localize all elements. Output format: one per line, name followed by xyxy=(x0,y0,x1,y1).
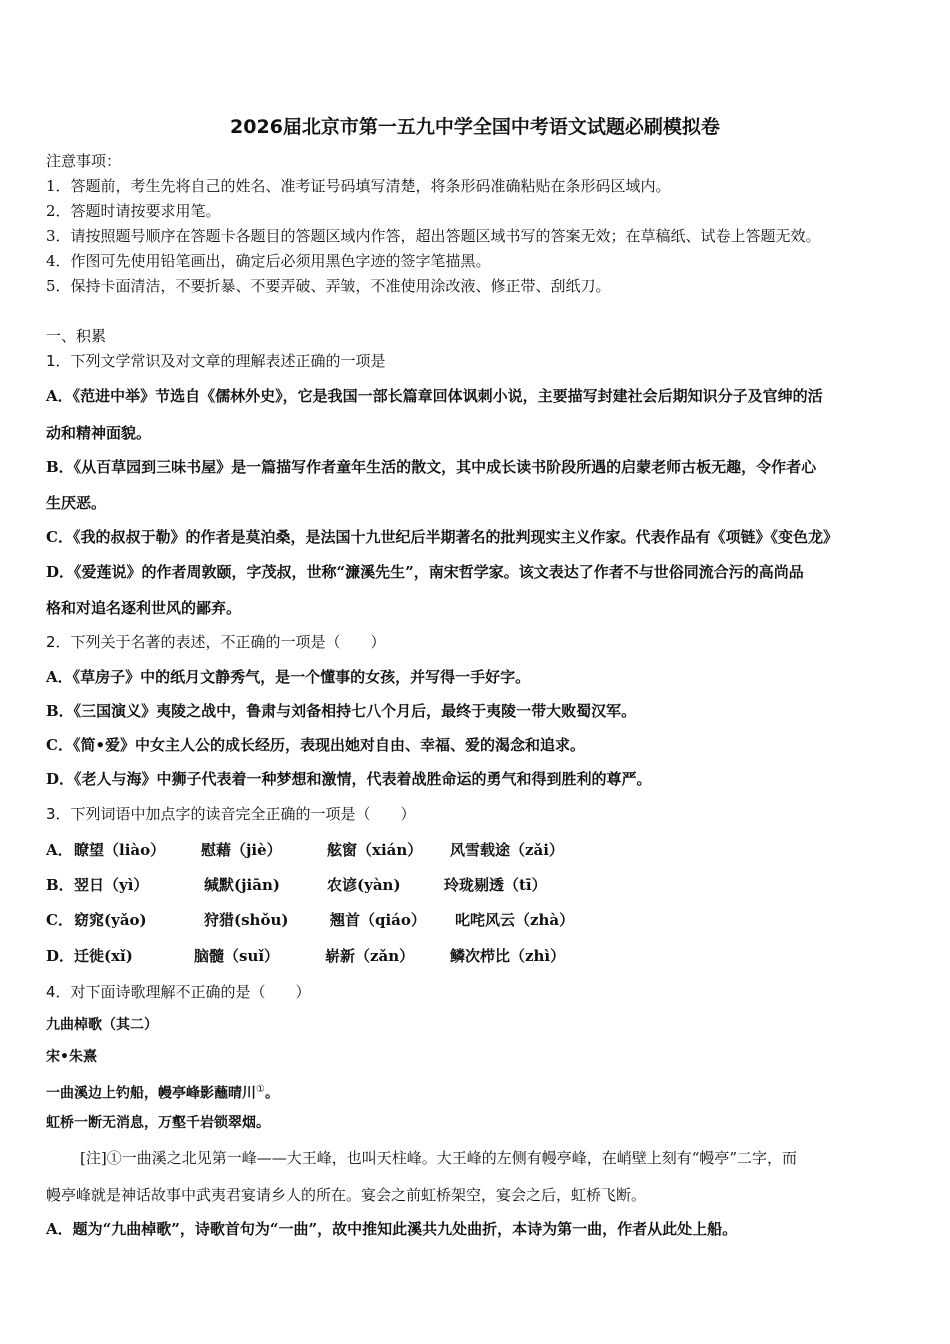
poem-line-1 xyxy=(46,1080,279,1104)
poem-note-line2: 幔亭峰就是神话故事中武夷君宴请乡人的所在。宴会之前虹桥架空，宴会之后，虹桥飞断。 xyxy=(46,1186,647,1204)
page-title: 2026届北京市第一五九中学全国中考语文试题必刷模拟卷 xyxy=(230,116,720,138)
poem-line-1-end: 。 xyxy=(264,1085,279,1102)
q3-word: 翘首（qiáo） xyxy=(330,911,426,929)
q3-word: 叱咤风云（zhà） xyxy=(455,911,575,929)
poem-title: 九曲棹歌（其二） xyxy=(46,1017,158,1033)
q3-word: 缄默(jiān) xyxy=(204,876,280,894)
q3-word: 脑髓（suǐ） xyxy=(194,947,280,965)
q1-option-a-line2: 动和精神面貌。 xyxy=(46,424,152,442)
q3-option-label: B． xyxy=(46,876,74,894)
notice-item-4: 4．作图可先使用铅笔画出，确定后必须用黑色字迹的签字笔描黑。 xyxy=(46,252,491,270)
notice-item-2: 2．答题时请按要求用笔。 xyxy=(46,202,221,220)
q3-word: 瞭望（liào） xyxy=(74,841,166,859)
q3-word: 狩猎(shǒu) xyxy=(204,911,289,929)
poem-line-2: 虹桥一断无消息，万壑千岩锁翠烟。 xyxy=(46,1115,270,1131)
q1-option-d-line1: D．《爱莲说》的作者周敦颐，字茂叔，世称“濂溪先生”，南宋哲学家。该文表达了作者不与世俗同流合污的高尚品 xyxy=(46,563,804,581)
q3-word: 迁徙(xǐ) xyxy=(74,947,133,965)
q1-option-d-line2: 格和对追名逐利世风的鄙弃。 xyxy=(46,599,242,617)
notice-item-1: 1．答题前，考生先将自己的姓名、准考证号码填写清楚，将条形码准确粘贴在条形码区域内。 xyxy=(46,177,671,195)
section-heading: 一、积累 xyxy=(46,327,107,345)
q1-stem: 1．下列文学常识及对文章的理解表述正确的一项是 xyxy=(46,352,386,370)
q3-option-label: D． xyxy=(46,947,75,965)
q2-option-c: C．《简•爱》中女主人公的成长经历，表现出她对自由、幸福、爱的渴念和追求。 xyxy=(46,736,586,754)
footnote-marker: ① xyxy=(256,1084,265,1095)
q3-word: 农谚(yàn) xyxy=(327,876,401,894)
q2-option-d: D．《老人与海》中狮子代表着一种梦想和激情，代表着战胜命运的勇气和得到胜利的尊严。 xyxy=(46,770,652,788)
notice-item-5: 5．保持卡面清洁，不要折暴、不要弄破、弄皱，不准使用涂改液、修正带、刮纸刀。 xyxy=(46,277,611,295)
poem-note-line1: [注]①一曲溪之北见第一峰——大王峰，也叫天柱峰。大王峰的左侧有幔亭峰，在峭壁上刻有“幔亭”二字，而 xyxy=(80,1149,798,1167)
q1-option-b-line2: 生厌恶。 xyxy=(46,494,107,512)
q3-word: 崭新（zǎn） xyxy=(325,947,415,965)
q2-option-a: A．《草房子》中的纸月文静秀气，是一个懂事的女孩，并写得一手好字。 xyxy=(46,668,531,686)
q2-option-b: B．《三国演义》夷陵之战中，鲁肃与刘备相持七八个月后，最终于夷陵一带大败蜀汉军。 xyxy=(46,702,637,720)
notice-heading: 注意事项： xyxy=(46,152,122,170)
q3-word: 慰藉（jiè） xyxy=(201,841,282,859)
poem-line-1-text: 一曲溪边上钓船，幔亭峰影蘸晴川 xyxy=(46,1085,256,1102)
q3-word: 舷窗（xián） xyxy=(327,841,423,859)
q3-word: 窈窕(yǎo) xyxy=(74,911,147,929)
q3-word: 翌日（yì） xyxy=(74,876,149,894)
q1-option-b-line1: B．《从百草园到三味书屋》是一篇描写作者童年生活的散文，其中成长读书阶段所遇的启蒙老师古板无趣，令作者心 xyxy=(46,458,817,476)
q3-option-label: A． xyxy=(46,841,73,859)
q3-word: 鳞次栉比（zhì） xyxy=(450,947,566,965)
q4-stem: 4．对下面诗歌理解不正确的是（ ） xyxy=(46,983,311,1001)
q2-stem: 2．下列关于名著的表述，不正确的一项是（ ） xyxy=(46,633,386,651)
q4-option-a: A．题为“九曲棹歌”，诗歌首句为“一曲”，故中推知此溪共九处曲折，本诗为第一曲，作者从此处上船。 xyxy=(46,1220,738,1238)
notice-item-3: 3．请按照题号顺序在答题卡各题目的答题区域内作答，超出答题区域书写的答案无效；在草稿纸、试卷上答题无效。 xyxy=(46,227,821,245)
q1-option-c-line1: C．《我的叔叔于勒》的作者是莫泊桑，是法国十九世纪后半期著名的批判现实主义作家。代表作品有《项链》《变色龙》 xyxy=(46,528,838,546)
q3-word: 玲珑剔透（tī） xyxy=(444,876,547,894)
q3-word: 风雪载途（zǎi） xyxy=(450,841,564,859)
q3-option-label: C． xyxy=(46,911,73,929)
q1-option-a-line1: A．《范进中举》节选自《儒林外史》，它是我国一部长篇章回体讽刺小说，主要描写封建社会后期知识分子及官绅的活 xyxy=(46,387,823,405)
poem-author: 宋•朱熹 xyxy=(46,1049,97,1065)
q3-stem: 3．下列词语中加点字的读音完全正确的一项是（ ） xyxy=(46,805,416,823)
